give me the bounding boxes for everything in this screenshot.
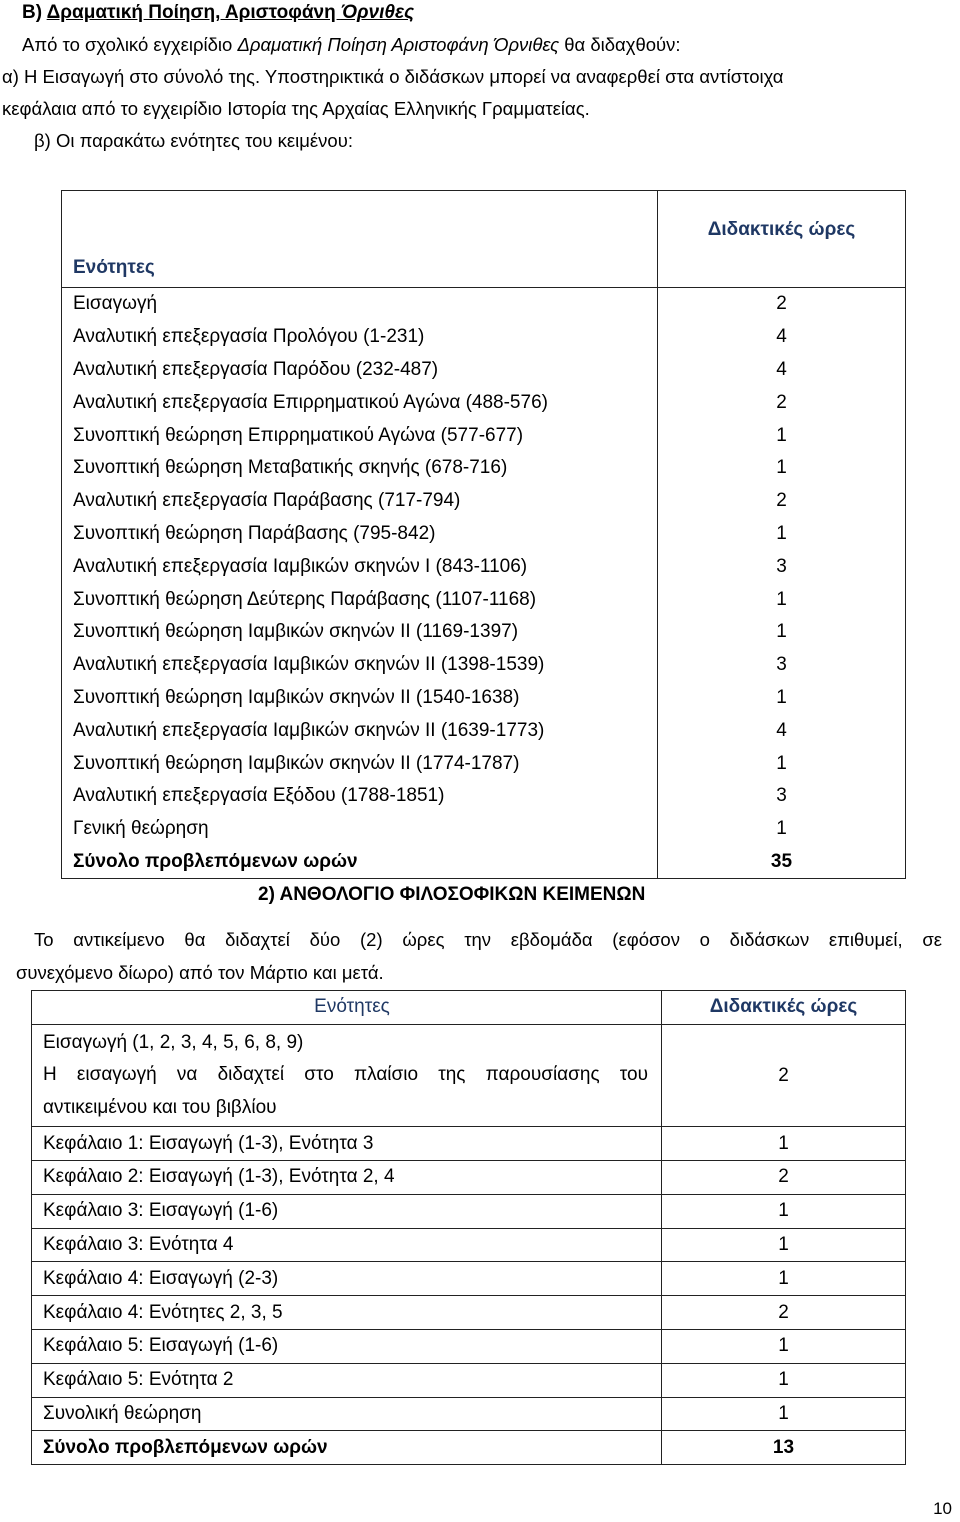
unit-cell: Αναλυτική επεξεργασία Παράβασης (717-794)	[62, 485, 658, 518]
unit-cell: Κεφάλαιο 5: Ενότητα 2	[32, 1363, 662, 1397]
unit-cell: Κεφάλαιο 2: Εισαγωγή (1-3), Ενότητα 2, 4	[32, 1161, 662, 1195]
intro-line-4: β) Οι παρακάτω ενότητες του κειμένου:	[34, 130, 353, 151]
unit-cell: Συνολική θεώρηση	[32, 1397, 662, 1431]
table-row	[62, 419, 906, 452]
table-row	[62, 583, 906, 616]
unit-cell: Κεφάλαιο 1: Εισαγωγή (1-3), Ενότητα 3	[32, 1127, 662, 1161]
hours-cell: 1	[662, 1330, 906, 1364]
table-row	[32, 1363, 906, 1397]
table-row	[62, 813, 906, 846]
hours-cell: 1	[658, 747, 906, 780]
section-2-paragraph-line-2: συνεχόμενο δίωρο) από τον Μάρτιο και μετά.	[16, 962, 384, 983]
unit-cell: Συνοπτική θεώρηση Ιαμβικών σκηνών ΙΙ (1169-1397)	[62, 616, 658, 649]
table-row	[62, 485, 906, 518]
unit-cell: Συνοπτική θεώρηση Ιαμβικών σκηνών ΙΙ (1774-1787)	[62, 747, 658, 780]
unit-cell: Γενική θεώρηση	[62, 813, 658, 846]
hours-cell: 2	[662, 1296, 906, 1330]
hours-cell: 1	[658, 419, 906, 452]
hours-cell: 1	[658, 616, 906, 649]
table-row-intro	[32, 1024, 906, 1127]
hours-cell: 1	[662, 1363, 906, 1397]
section-b-title	[22, 2, 414, 24]
table-row	[32, 1262, 906, 1296]
intro-cell	[32, 1024, 662, 1127]
table-row	[62, 550, 906, 583]
total-label: Σύνολο προβλεπόμενων ωρών	[62, 846, 658, 879]
table-row	[62, 714, 906, 747]
table-row	[32, 1330, 906, 1364]
total-value: 35	[658, 846, 906, 879]
table-header-row	[32, 991, 906, 1025]
hours-cell: 2	[662, 1161, 906, 1195]
hours-cell: 2	[658, 386, 906, 419]
table-row	[62, 386, 906, 419]
unit-cell: Αναλυτική επεξεργασία Προλόγου (1-231)	[62, 321, 658, 354]
table-row	[62, 288, 906, 321]
intro-cell-line-1: Εισαγωγή (1, 2, 3, 4, 5, 6, 8, 9)	[43, 1031, 304, 1053]
section-b-title-main: Δραματική Ποίηση, Αριστοφάνη	[46, 2, 341, 23]
unit-cell: Αναλυτική επεξεργασία Επιρρηματικού Αγώνα (488-576)	[62, 386, 658, 419]
section-2-title: 2) ΑΝΘΟΛΟΓΙΟ ΦΙΛΟΣΟΦΙΚΩΝ ΚΕΙΜΕΝΩΝ	[258, 884, 646, 905]
header-units: Ενότητες	[62, 191, 658, 288]
table-row	[32, 1161, 906, 1195]
table-row	[32, 1228, 906, 1262]
table-row	[62, 747, 906, 780]
unit-cell: Αναλυτική επεξεργασία Παρόδου (232-487)	[62, 354, 658, 387]
table-row	[32, 1194, 906, 1228]
unit-cell: Αναλυτική επεξεργασία Ιαμβικών σκηνών ΙΙ (1639-1773)	[62, 714, 658, 747]
hours-cell: 1	[662, 1228, 906, 1262]
header-hours: Διδακτικές ώρες	[658, 191, 906, 288]
section-b-title-italic: Όρνιθες	[340, 2, 415, 23]
table-row	[62, 616, 906, 649]
hours-cell: 4	[658, 321, 906, 354]
table-row	[62, 452, 906, 485]
hours-cell: 3	[658, 780, 906, 813]
table-row	[62, 518, 906, 551]
hours-cell: 1	[658, 518, 906, 551]
hours-cell: 1	[658, 813, 906, 846]
table-header-row	[62, 191, 906, 288]
intro-line-1-italic: Δραματική Ποίηση Αριστοφάνη Όρνιθες	[237, 34, 560, 55]
unit-cell: Κεφάλαιο 5: Εισαγωγή (1-6)	[32, 1330, 662, 1364]
total-label: Σύνολο προβλεπόμενων ωρών	[32, 1431, 662, 1465]
table-row	[62, 780, 906, 813]
intro-cell-line-2: Η εισαγωγή να διδαχτεί στο πλαίσιο της παρουσίασης του	[43, 1064, 648, 1086]
table-row	[32, 1397, 906, 1431]
intro-line-1-prefix: Από το σχολικό εγχειρίδιο	[22, 34, 238, 55]
header-hours: Διδακτικές ώρες	[662, 991, 906, 1025]
table-row	[62, 682, 906, 715]
hours-cell: 1	[658, 682, 906, 715]
hours-cell: 4	[658, 714, 906, 747]
unit-cell: Κεφάλαιο 4: Εισαγωγή (2-3)	[32, 1262, 662, 1296]
table-row	[32, 1127, 906, 1161]
table-row	[62, 321, 906, 354]
intro-cell-line-3: αντικειμένου και του βιβλίου	[43, 1096, 277, 1118]
hours-cell: 1	[658, 583, 906, 616]
unit-cell: Κεφάλαιο 3: Ενότητα 4	[32, 1228, 662, 1262]
table-row	[62, 354, 906, 387]
hours-cell: 1	[662, 1194, 906, 1228]
page-number: 10	[933, 1499, 952, 1518]
unit-cell: Αναλυτική επεξεργασία Ιαμβικών σκηνών Ι (843-1106)	[62, 550, 658, 583]
table-total-row	[32, 1431, 906, 1465]
table-row	[32, 1296, 906, 1330]
intro-line-2: α) Η Εισαγωγή στο σύνολό της. Υποστηρικτικά ο διδάσκων μπορεί να αναφερθεί στα αντίστοιχα	[2, 66, 784, 87]
hours-cell: 1	[658, 452, 906, 485]
unit-cell: Συνοπτική θεώρηση Επιρρηματικού Αγώνα (577-677)	[62, 419, 658, 452]
intro-line-1	[22, 34, 681, 56]
unit-cell: Κεφάλαιο 3: Εισαγωγή (1-6)	[32, 1194, 662, 1228]
intro-line-3: κεφάλαια από το εγχειρίδιο Ιστορία της Αρχαίας Ελληνικής Γραμματείας.	[2, 98, 590, 119]
drama-hours-table	[61, 190, 906, 879]
section-2-paragraph-line-1: Το αντικείμενο θα διδαχτεί δύο (2) ώρες την εβδομάδα (εφόσον ο διδάσκων επιθυμεί, σε	[34, 929, 942, 950]
hours-cell: 1	[662, 1262, 906, 1296]
hours-cell: 3	[658, 649, 906, 682]
hours-cell: 2	[658, 288, 906, 321]
unit-cell: Συνοπτική θεώρηση Ιαμβικών σκηνών ΙΙ (1540-1638)	[62, 682, 658, 715]
hours-cell: 3	[658, 550, 906, 583]
header-units: Ενότητες	[32, 991, 662, 1025]
hours-cell: 4	[658, 354, 906, 387]
unit-cell: Συνοπτική θεώρηση Μεταβατικής σκηνής (678-716)	[62, 452, 658, 485]
unit-cell: Αναλυτική επεξεργασία Εξόδου (1788-1851)	[62, 780, 658, 813]
unit-cell: Συνοπτική θεώρηση Δεύτερης Παράβασης (1107-1168)	[62, 583, 658, 616]
unit-cell: Συνοπτική θεώρηση Παράβασης (795-842)	[62, 518, 658, 551]
unit-cell: Αναλυτική επεξεργασία Ιαμβικών σκηνών ΙΙ (1398-1539)	[62, 649, 658, 682]
unit-cell: Εισαγωγή	[62, 288, 658, 321]
table-total-row	[62, 846, 906, 879]
total-value: 13	[662, 1431, 906, 1465]
hours-cell: 2	[658, 485, 906, 518]
unit-cell: Κεφάλαιο 4: Ενότητες 2, 3, 5	[32, 1296, 662, 1330]
philosophy-hours-table	[31, 990, 906, 1465]
section-b-prefix: Β)	[22, 2, 47, 23]
hours-cell: 1	[662, 1127, 906, 1161]
intro-hours: 2	[662, 1024, 906, 1127]
table-row	[62, 649, 906, 682]
intro-line-1-suffix: θα διδαχθούν:	[559, 34, 681, 55]
hours-cell: 1	[662, 1397, 906, 1431]
